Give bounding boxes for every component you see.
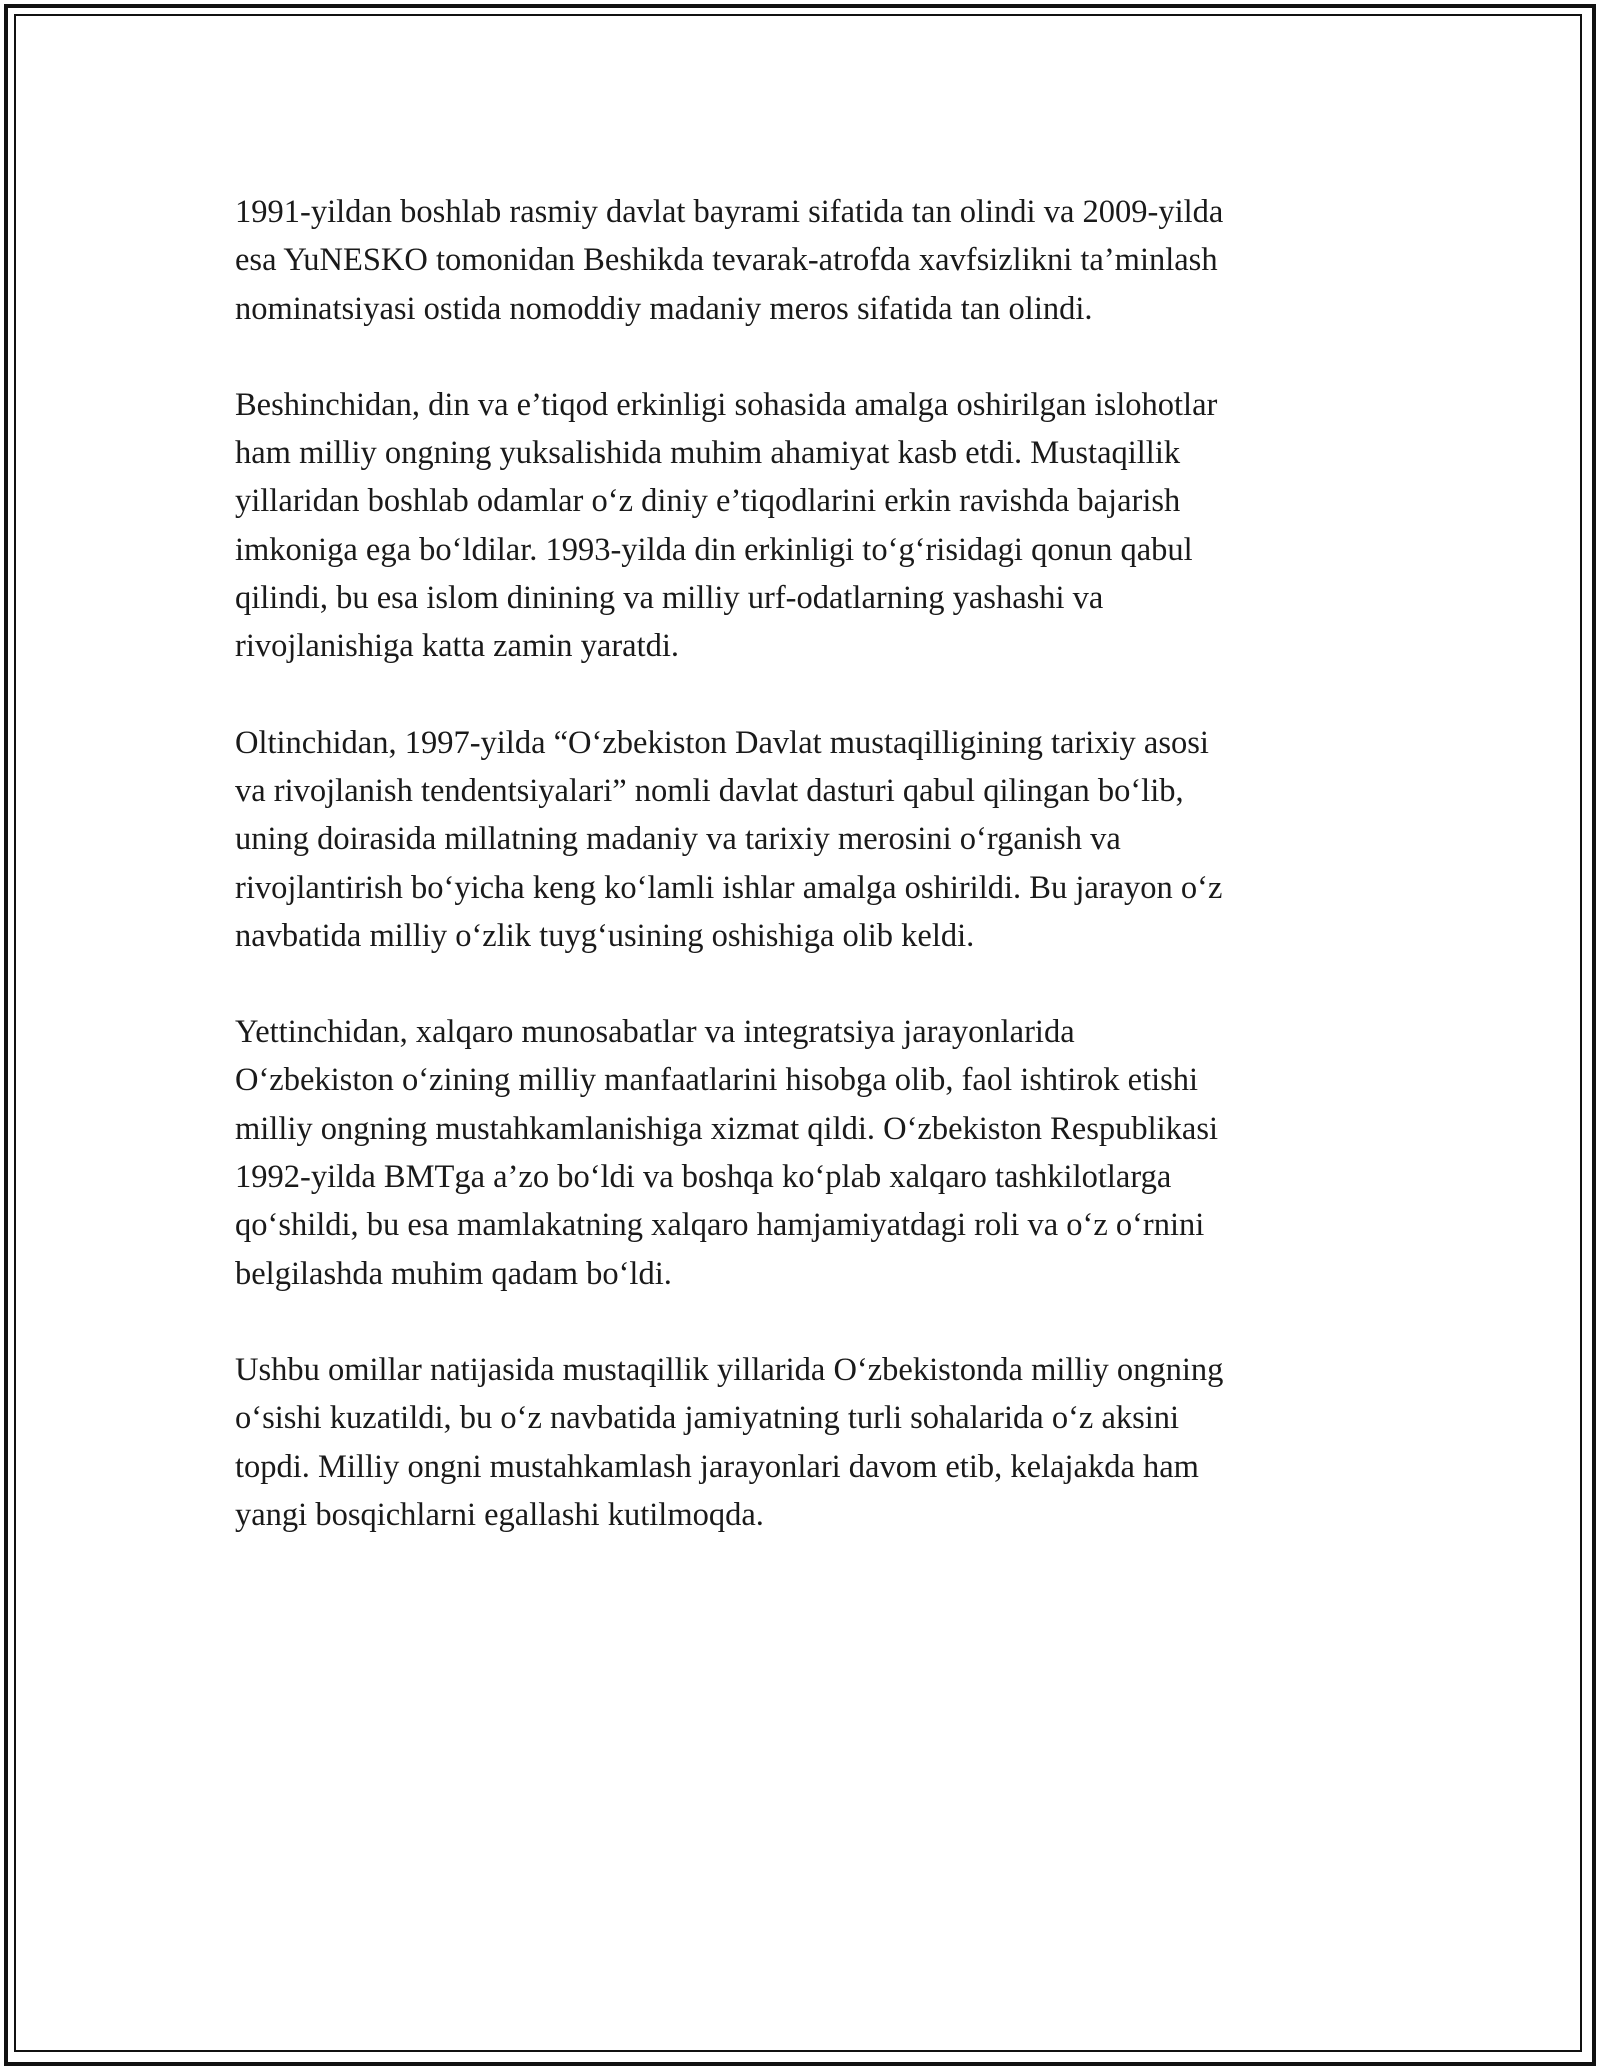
paragraph-4: Yettinchidan, xalqaro munosabatlar va integratsiya jarayonlarida O‘zbekiston o‘zining milliy manfaatlarini hisobga olib, faol ishtirok etishi milliy ongning mustahkamlanishiga xizmat qildi. O‘zbekiston Respublikasi 1992-yilda BMTga a’zo bo‘ldi va boshqa ko‘plab xalqaro tashkilotlarga qo‘shildi, bu esa mamlakatning xalqaro hamjamiyatdagi roli va o‘z o‘rnini belgilashda muhim qadam bo‘ldi. — [235, 1014, 1219, 1292]
document-body — [235, 188, 1355, 1587]
paragraph-1: 1991-yildan boshlab rasmiy davlat bayrami sifatida tan olindi va 2009-yilda esa YuNESKO tomonidan Beshikda tevarak-atrofda xavfsizlikni ta’minlash nominatsiyasi ostida nomoddiy madaniy meros sifatida tan olindi. — [235, 194, 1224, 327]
paragraph-3: Oltinchidan, 1997-yilda “O‘zbekiston Davlat mustaqilligining tarixiy asosi va rivojlanish tendentsiyalari” nomli davlat dasturi qabul qilingan bo‘lib, uning doirasida millatning madaniy va tarixiy merosini o‘rganish va rivojlantirish bo‘yicha keng ko‘lamli ishlar amalga oshirildi. Bu jarayon o‘z navbatida milliy o‘zlik tuyg‘usining oshishiga olib keldi. — [235, 724, 1223, 954]
paragraph-2: Beshinchidan, din va e’tiqod erkinligi sohasida amalga oshirilgan islohotlar ham milliy ongning yuksalishida muhim ahamiyat kasb etdi. Mustaqillik yillaridan boshlab odamlar o‘z diniy e’tiqodlarini erkin ravishda bajarish imkoniga ega bo‘ldilar. 1993-yilda din erkinligi to‘g‘risidagi qonun qabul qilindi, bu esa islom dinining va milliy urf-odatlarning yashashi va rivojlanishiga katta zamin yaratdi. — [235, 386, 1218, 665]
paragraph-5: Ushbu omillar natijasida mustaqillik yillarida O‘zbekistonda milliy ongning o‘sishi kuzatildi, bu o‘z navbatida jamiyatning turli sohalarida o‘z aksini topdi. Milliy ongni mustahkamlash jarayonlari davom etib, kelajakda ham yangi bosqichlarni egallashi kutilmoqda. — [235, 1351, 1224, 1533]
